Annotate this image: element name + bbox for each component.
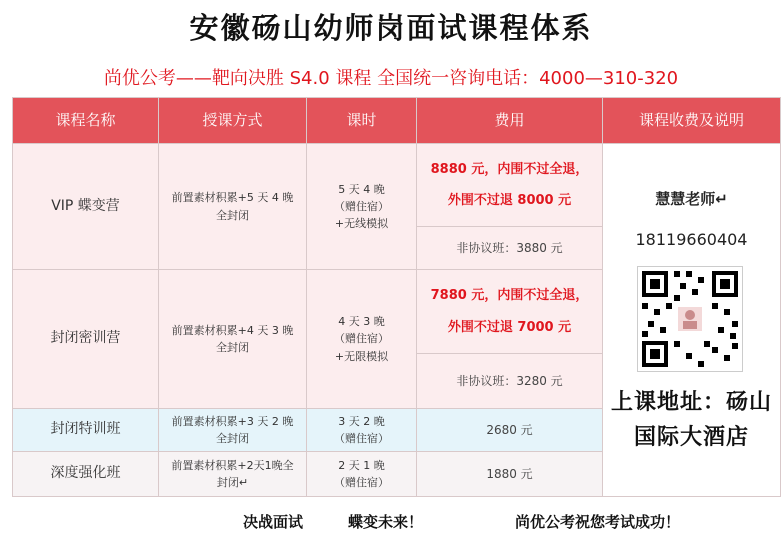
footer-slogan-middle: 蝶变未来！ xyxy=(348,513,424,531)
class-address: 上课地址：砀山国际大酒店 xyxy=(610,390,772,451)
mode-line: 全封闭 xyxy=(216,208,249,222)
mode-line: 前置素材积累+3 天 2 晚 xyxy=(171,414,294,428)
fee-line: 外围不过退 7000 元 xyxy=(447,319,572,335)
teaching-mode xyxy=(159,144,307,270)
page-subtitle: 尚优公考——靶向决胜 S4.0 课程 全国统一咨询电话：4000—310-320 xyxy=(103,68,679,89)
mode-line: 前置素材积累+2天1晚全 xyxy=(171,458,294,472)
course-name: 封闭特训班 xyxy=(13,409,159,452)
info-panel xyxy=(603,144,781,497)
fee-agreement xyxy=(417,270,603,354)
table-header-row xyxy=(13,98,781,144)
fee-line: 7880 元，内围不过全退， xyxy=(430,288,589,304)
hours-line: （赠住宿） xyxy=(334,476,389,489)
fee-non-agreement: 非协议班：3280 元 xyxy=(417,354,603,409)
hours-line: 5 天 4 晚 xyxy=(338,182,385,196)
teaching-mode xyxy=(159,452,307,497)
header-description: 课程收费及说明 xyxy=(603,98,781,144)
teaching-mode xyxy=(159,270,307,409)
fee-value: 2680 元 xyxy=(417,409,603,452)
hours-line: 2 天 1 晚 xyxy=(338,458,385,472)
contact-phone: 18119660404 xyxy=(635,230,748,249)
footer-slogan-right: 尚优公考祝您考试成功！ xyxy=(515,513,681,531)
course-table xyxy=(12,97,781,497)
hours-line: +无限模拟 xyxy=(334,349,389,363)
fee-line: 8880 元，内围不过全退， xyxy=(430,161,589,177)
course-hours xyxy=(307,409,417,452)
fee-line: 外围不过退 8000 元 xyxy=(447,193,572,208)
course-hours xyxy=(307,452,417,497)
mode-line: 封闭↵ xyxy=(216,476,249,489)
page-title: 安徽砀山幼师岗面试课程体系 xyxy=(189,11,593,45)
footer-slogan-left: 决战面试 xyxy=(243,513,304,531)
header-teaching-mode: 授课方式 xyxy=(159,98,307,144)
course-hours xyxy=(307,144,417,270)
teacher-name: 慧慧老师↵ xyxy=(655,190,728,208)
header-fee: 费用 xyxy=(417,98,603,144)
fee-non-agreement: 非协议班：3880 元 xyxy=(417,227,603,270)
hours-line: （赠住宿） xyxy=(334,332,389,346)
mode-line: 全封闭 xyxy=(216,341,249,354)
header-hours: 课时 xyxy=(307,98,417,144)
fee-agreement xyxy=(417,144,603,227)
hours-line: +无线模拟 xyxy=(334,217,389,231)
course-hours xyxy=(307,270,417,409)
footer-slogans xyxy=(0,511,782,533)
hours-line: （赠住宿） xyxy=(334,199,389,213)
hours-line: 3 天 2 晚 xyxy=(338,414,385,428)
course-name: 深度强化班 xyxy=(13,452,159,497)
table-row xyxy=(13,144,781,227)
hours-line: 4 天 3 晚 xyxy=(338,315,385,329)
teaching-mode xyxy=(159,409,307,452)
mode-line: 前置素材积累+4 天 3 晚 xyxy=(171,323,294,337)
qr-code-icon[interactable] xyxy=(637,266,743,372)
header-course-name: 课程名称 xyxy=(13,98,159,144)
course-name: VIP 蝶变营 xyxy=(13,144,159,270)
fee-value: 1880 元 xyxy=(417,452,603,497)
qr-code-graphic xyxy=(638,267,742,371)
hours-line: （赠住宿） xyxy=(334,432,389,445)
mode-line: 全封闭 xyxy=(216,432,249,445)
course-name: 封闭密训营 xyxy=(13,270,159,409)
mode-line: 前置素材积累+5 天 4 晚 xyxy=(171,191,294,205)
